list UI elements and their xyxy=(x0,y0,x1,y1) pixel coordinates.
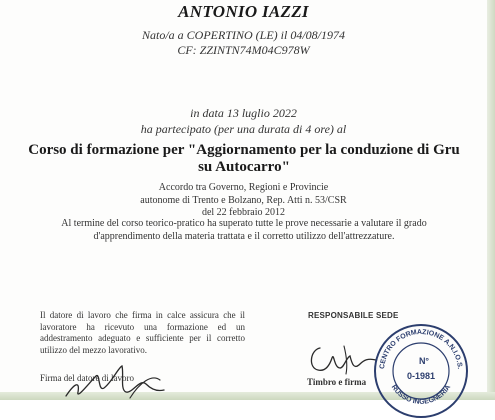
course-participation: ha partecipato (per una durata di 4 ore) al xyxy=(140,122,347,136)
recipient-name: ANTONIO IAZZI xyxy=(178,2,309,21)
course-reference-line: Accordo tra Governo, Regioni e Provincie xyxy=(158,182,329,193)
course-reference-line: autonome di Trento e Bolzano, Rep. Atti n. 53/CSR xyxy=(140,194,347,206)
page-edge-right xyxy=(487,0,495,400)
course-date: in data 13 luglio 2022 xyxy=(190,106,297,120)
course-title: Corso di formazione per "Aggiornamento per la conduzione di Gru su Autocarro" xyxy=(28,142,460,175)
stamp-signature-label: Timbro e firma xyxy=(307,377,367,387)
stamp-number-prefix: N° xyxy=(418,356,430,366)
course-reference xyxy=(0,182,487,220)
responsible-label: RESPONSABILE SEDE xyxy=(308,311,399,320)
stamp-bottom-text: RUSSO INGEGNERIA xyxy=(389,383,453,406)
employer-signature xyxy=(60,362,190,400)
employer-statement: Il datore di lavoro che firma in calce assicura che il lavoratore ha ricevuto una formazione ed un addestramento adeguato e sufficiente per il corretto utilizzo del mezzo lavorativo. xyxy=(40,310,245,355)
office-stamp xyxy=(372,322,470,420)
stamp-number: 0-1981 xyxy=(406,371,436,381)
employer-signature-label: Firma del datore di lavoro xyxy=(40,373,134,383)
svg-text:RUSSO INGEGNERIA xyxy=(390,384,453,406)
stamp-top-text: CENTRO FORMAZIONE A.N.I.O.S. xyxy=(378,328,463,370)
course-reference-line: del 22 febbraio 2012 xyxy=(201,207,286,218)
recipient-birth: Nato/a a COPERTINO (LE) il 04/08/1974 xyxy=(141,28,345,42)
course-outcome: Al termine del corso teorico-pratico ha superato tutte le prove necessarie a valutare il grado d'apprendimento della materia trattata e il corretto utilizzo dell'attrezzature. xyxy=(61,218,427,242)
recipient-tax-code: CF: ZZINTN74M04C978W xyxy=(177,43,310,57)
